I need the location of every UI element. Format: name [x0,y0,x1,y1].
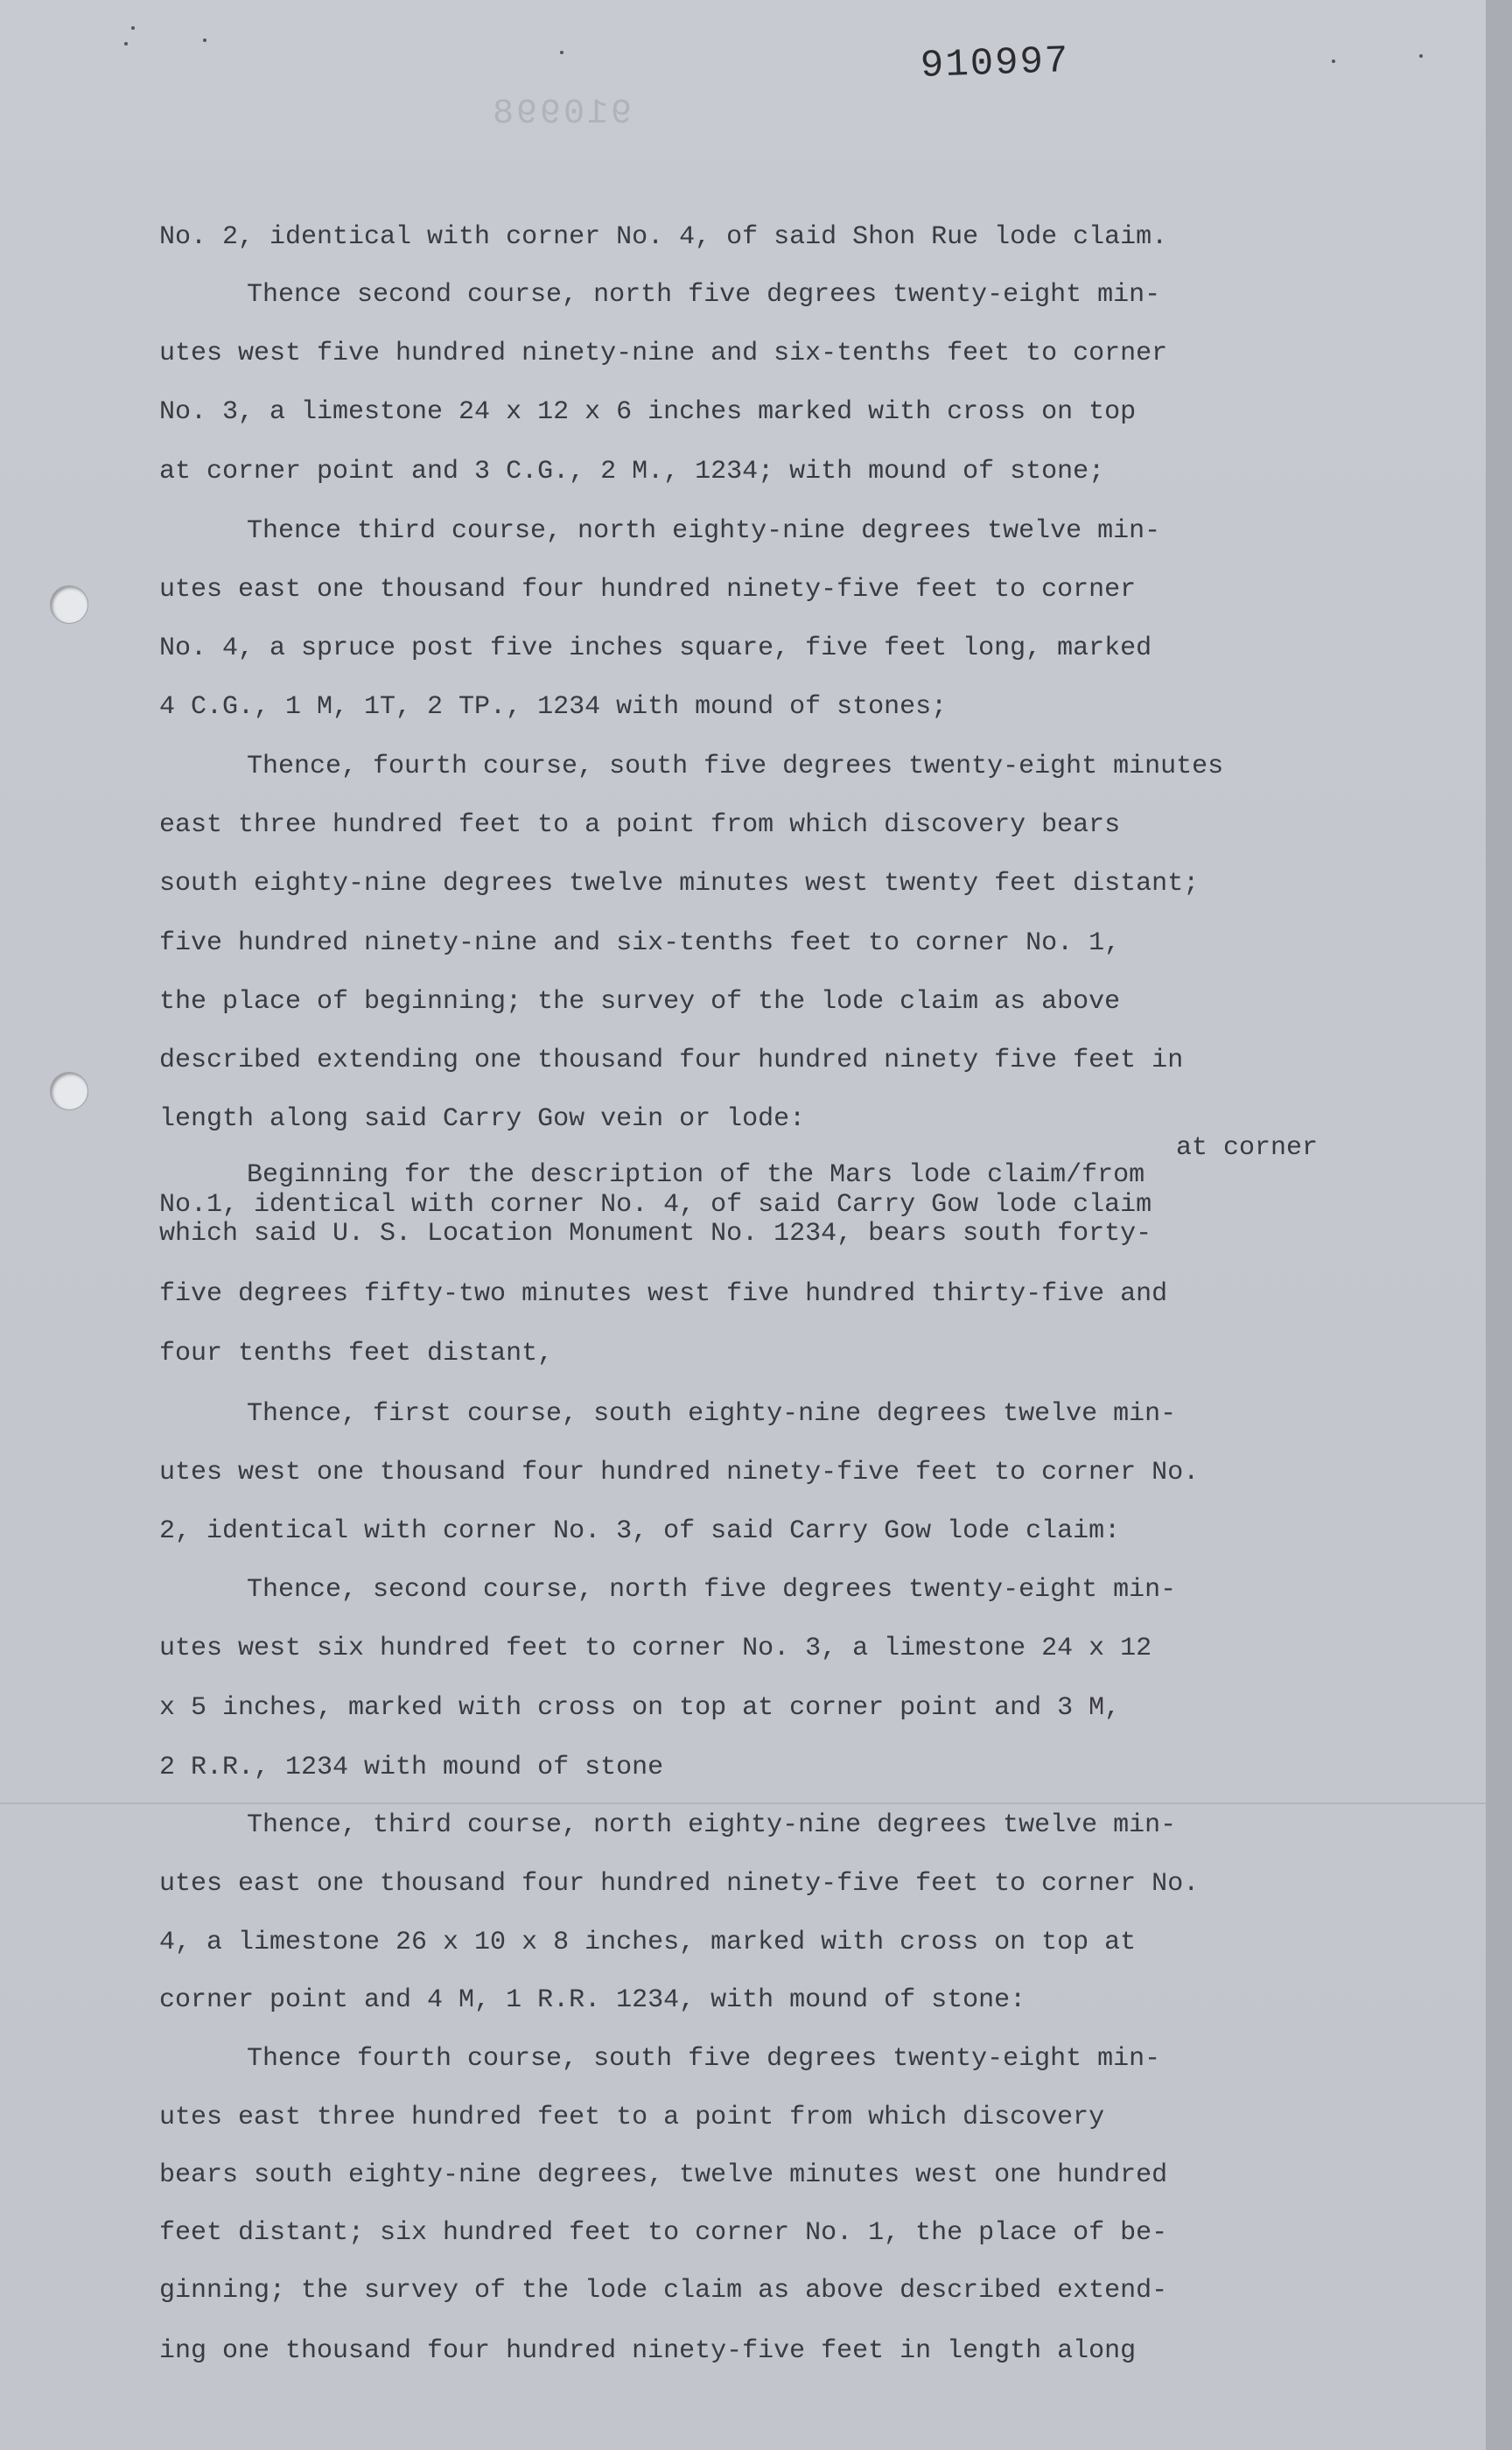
text-line: 4 C.G., 1 M, 1T, 2 TP., 1234 with mound of stones; [159,692,948,722]
text-line: Thence, second course, north five degrees twenty-eight min- [247,1575,1177,1605]
text-line: 4, a limestone 26 x 10 x 8 inches, marked with cross on top at [159,1928,1137,1957]
text-line: No.1, identical with corner No. 4, of said Carry Gow lode claim [159,1190,1152,1220]
text-line: described extending one thousand four hundred ninety five feet in [159,1046,1184,1075]
text-line: length along said Carry Gow vein or lode: [159,1104,806,1134]
text-line: utes east three hundred feet to a point from which discovery [159,2103,1105,2132]
text-line: corner point and 4 M, 1 R.R. 1234, with mound of stone: [159,1985,1026,2015]
text-line: south eighty-nine degrees twelve minutes west twenty feet distant; [159,869,1200,899]
scan-margin [1486,0,1512,2450]
text-line: feet distant; six hundred feet to corner No. 1, the place of be- [159,2218,1168,2248]
text-line: Thence fourth course, south five degrees twenty-eight min- [247,2044,1161,2074]
text-line: utes west one thousand four hundred ninety-five feet to corner No. [159,1458,1200,1488]
text-line: at corner point and 3 C.G., 2 M., 1234; with mound of stone; [159,457,1105,486]
text-line: x 5 inches, marked with cross on top at corner point and 3 M, [159,1693,1121,1723]
faint-bleedthrough-stamp: 910998 [490,94,633,134]
text-line: Thence third course, north eighty-nine degrees twelve min- [247,516,1161,546]
text-line: Thence, fourth course, south five degrees twenty-eight minutes [247,752,1224,781]
interlinear-insertion: at corner [1176,1133,1319,1163]
text-line: Thence, first course, south eighty-nine degrees twelve min- [247,1399,1177,1429]
text-line: utes west six hundred feet to corner No. 3, a limestone 24 x 12 [159,1634,1152,1663]
text-line: Thence, third course, north eighty-nine degrees twelve min- [247,1810,1177,1840]
text-line: ginning; the survey of the lode claim as above described extend- [159,2276,1168,2306]
text-line: bears south eighty-nine degrees, twelve minutes west one hundred [159,2160,1168,2190]
text-line: ing one thousand four hundred ninety-five feet in length along [159,2336,1137,2366]
text-line: No. 4, a spruce post five inches square, five feet long, marked [159,634,1152,663]
text-line: four tenths feet distant, [159,1339,554,1368]
text-line: 2 R.R., 1234 with mound of stone [159,1753,664,1782]
text-line: utes west five hundred ninety-nine and six-tenths feet to corner [159,339,1168,368]
text-line: five degrees fifty-two minutes west five hundred thirty-five and [159,1279,1168,1309]
text-line: No. 3, a limestone 24 x 12 x 6 inches marked with cross on top [159,397,1137,427]
text-line: Beginning for the description of the Mars lode claim/from [247,1160,1145,1190]
text-line: which said U. S. Location Monument No. 1234, bears south forty- [159,1219,1152,1249]
text-line: the place of beginning; the survey of the lode claim as above [159,987,1121,1017]
text-line: Thence second course, north five degrees twenty-eight min- [247,280,1161,310]
text-line: 2, identical with corner No. 3, of said Carry Gow lode claim: [159,1516,1121,1546]
text-line: utes east one thousand four hundred ninety-five feet to corner No. [159,1869,1200,1899]
text-line: east three hundred feet to a point from which discovery bears [159,810,1121,840]
text-line: No. 2, identical with corner No. 4, of said Shon Rue lode claim. [159,222,1168,252]
page-number: 910997 [920,39,1071,88]
text-line: utes east one thousand four hundred ninety-five feet to corner [159,575,1137,605]
text-line: five hundred ninety-nine and six-tenths feet to corner No. 1, [159,928,1121,958]
